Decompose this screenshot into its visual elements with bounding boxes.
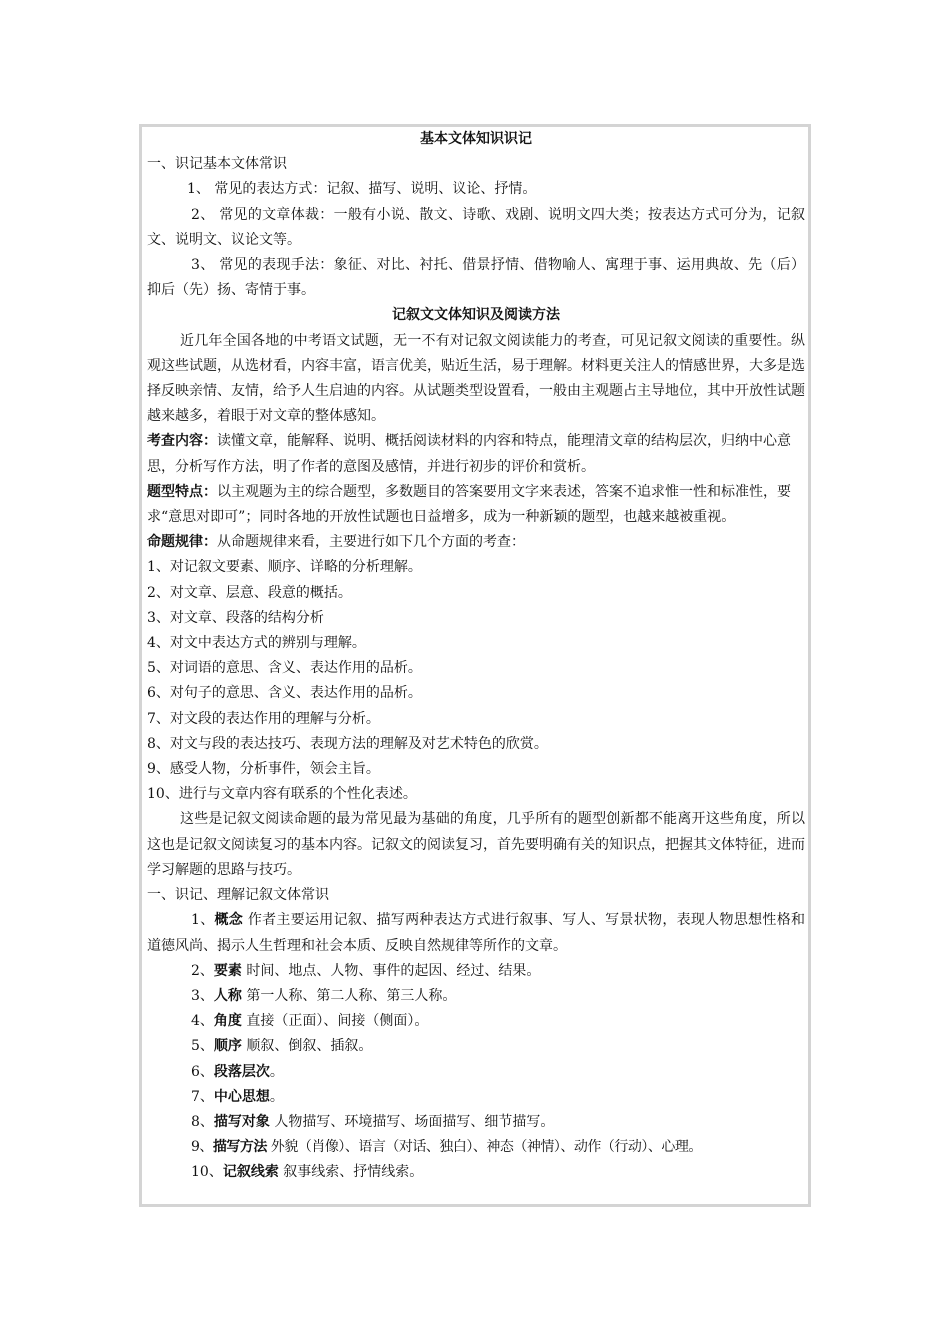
concept-text: 。 [269,1063,284,1080]
concept-number: 6、 [191,1063,214,1080]
concept-number: 1、 [191,912,215,929]
concept-number: 2、 [191,962,214,979]
concept-term: 描写对象 [213,1113,270,1130]
concept-item [147,1009,805,1034]
rule-item: 7、对文段的表达作用的理解与分析。 [147,710,380,727]
exam-content-text: 读懂文章，能解释、说明、概括阅读材料的内容和特点，能理清文章的结构层次，归纳中心意思，分析写作方法，明了作者的意图及感情，并进行初步的评价和赏析。 [147,433,791,475]
exam-content-paragraph [147,429,805,479]
concept-number: 5、 [191,1038,214,1055]
concept-text: 时间、地点、人物、事件的起因、经过、结果。 [241,962,541,979]
concept-item [147,984,805,1009]
section-heading-2: 一、识记、理解记叙文体常识 [147,887,329,904]
concept-number: 3、 [191,987,214,1004]
concept-term: 记叙线索 [222,1164,279,1181]
concept-item [147,959,805,984]
question-type-text: 以主观题为主的综合题型，多数题目的答案要用文字来表述，答案不追求惟一性和标准性，要求“意思对即可”；同时各地的开放性试题也日益增多，成为一种新颖的题型，也越来越被重视。 [147,483,791,526]
rule-item: 5、对词语的意思、含义、表达作用的品析。 [147,660,422,677]
concept-number: 9、 [191,1139,213,1156]
section-heading-1: 一、识记基本文体常识 [147,156,287,173]
concept-term: 顺序 [213,1038,242,1055]
rule-item: 3、对文章、段落的结构分析 [147,609,324,626]
concept-number: 7、 [191,1088,214,1105]
rule-item: 1、对记叙文要素、顺序、详略的分析理解。 [147,559,422,576]
concept-term: 角度 [213,1013,242,1030]
concept-text: 第一人称、第二人称、第三人称。 [241,987,457,1004]
title-narrative: 记叙文文体知识及阅读方法 [392,307,560,324]
concept-text: 人物描写、环境描写、场面描写、细节描写。 [269,1113,555,1130]
concept-text: 作者主要运用记叙、描写两种表达方式进行叙事、写人、写景状物，表现人物思想性格和道德风尚、揭示人生哲理和社会本质、反映自然规律等所作的文章。 [147,912,805,954]
concept-text: 叙事线索、抒情线索。 [278,1164,424,1181]
concept-term: 描写方法 [212,1139,267,1156]
question-type-label: 题型特点： [147,483,217,500]
rule-text: 从命题规律来看，主要进行如下几个方面的考查： [217,534,525,551]
concept-item [147,1060,805,1085]
rule-item: 2、对文章、层意、段意的概括。 [147,584,352,601]
rule-label: 命题规律： [147,534,217,551]
genre-item-2: 2、 常见的文章体裁：一般有小说、散文、诗歌、戏剧、说明文四大类；按表达方式可分为，记叙文、说明文、议论文等。 [147,206,805,248]
concept-number: 10、 [191,1164,223,1181]
rule-item: 10、进行与文章内容有联系的个性化表述。 [147,786,417,803]
concept-number: 8、 [191,1113,214,1130]
concept-item [147,1160,805,1185]
rule-paragraph [147,530,805,555]
rule-item: 6、对句子的意思、含义、表达作用的品析。 [147,685,422,702]
concept-text: 直接（正面）、间接（侧面）。 [241,1013,429,1030]
concept-term: 人称 [213,987,242,1004]
genre-item-3: 3、 常见的表现手法：象征、对比、衬托、借景抒情、借物喻人、寓理于事、运用典故、先（后）抑后（先）扬、寄情于事。 [147,257,805,299]
rule-item: 4、对文中表达方式的辨别与理解。 [147,635,366,652]
rule-item: 8、对文与段的表达技巧、表现方法的理解及对艺术特色的欣赏。 [147,735,548,752]
concept-term: 概念 [214,912,244,929]
concept-item [147,908,805,958]
title-basic-genre: 基本文体知识识记 [420,131,532,147]
concept-number: 4、 [191,1013,214,1030]
concept-term: 中心思想 [213,1088,270,1105]
rule-item: 9、感受人物，分析事件，领会主旨。 [147,761,380,778]
concept-text: 外貌（肖像）、语言（对话、独白）、神态（神情）、动作（行动）、心理。 [266,1139,702,1156]
concept-item [147,1110,805,1135]
intro-paragraph: 近几年全国各地的中考语文试题，无一不有对记叙文阅读能力的考查，可见记叙文阅读的重要性。纵观这些试题，从选材看，内容丰富，语言优美，贴近生活，易于理解。材料更关注人的情感世界，大多是选择反映亲情、友情，给予人生启迪的内容。从试题类型设置看，一般由主观题占主导地位，其中开放性试题越来越多，着眼于对文章的整体感知。 [147,332,805,425]
question-type-paragraph [147,480,805,530]
document-frame [139,124,811,1207]
document-content [147,127,805,1186]
concept-text: 顺叙、倒叙、插叙。 [241,1038,373,1055]
genre-item-1: 1、 常见的表达方式：记叙、描写、说明、议论、抒情。 [187,181,537,198]
summary-paragraph: 这些是记叙文阅读命题的最为常见最为基础的角度，几乎所有的题型创新都不能离开这些角度，所以这也是记叙文阅读复习的基本内容。记叙文的阅读复习，首先要明确有关的知识点，把握其文体特征，进而学习解题的思路与技巧。 [147,811,805,878]
concept-item [147,1135,805,1160]
concept-item [147,1034,805,1059]
concept-term: 段落层次 [213,1063,270,1080]
concept-item [147,1085,805,1110]
exam-content-label: 考查内容： [147,433,217,450]
concept-term: 要素 [213,962,242,979]
concept-text: 。 [269,1088,284,1105]
